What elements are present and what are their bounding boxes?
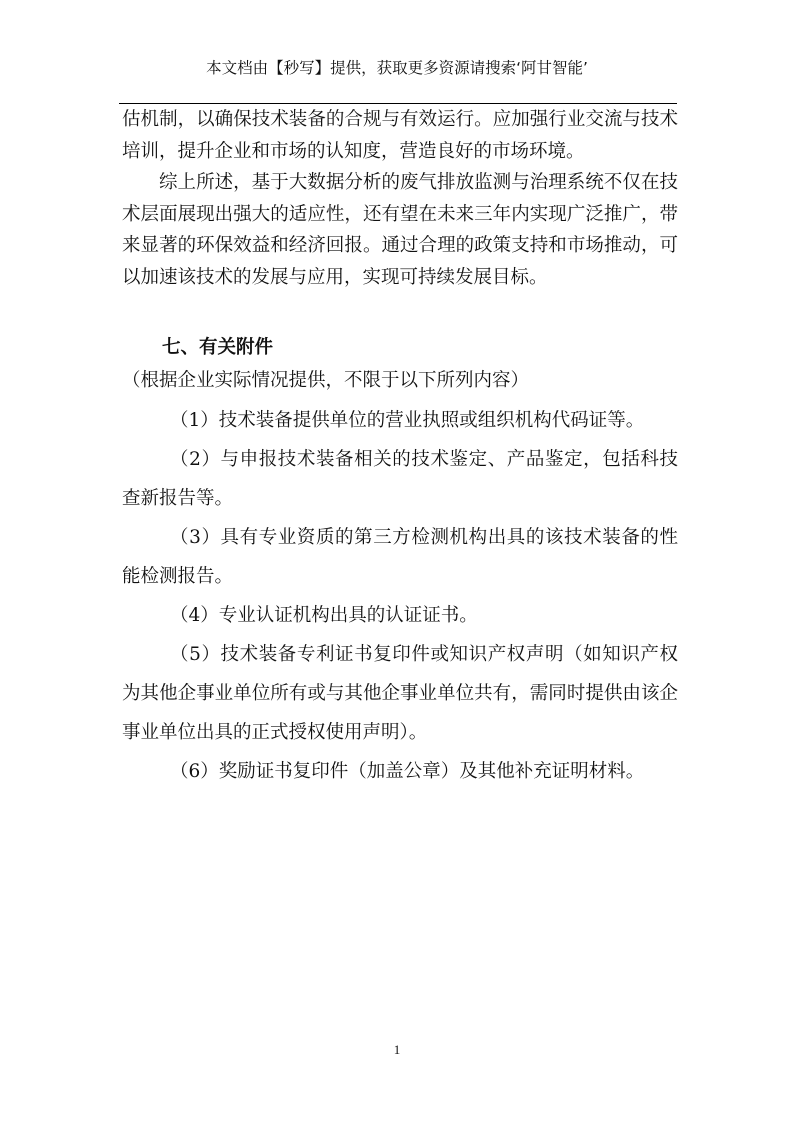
body-paragraph-summary: 综上所述，基于大数据分析的废气排放监测与治理系统不仅在技术层面展现出强大的适应性，还有望在未来三年内实现广泛推广，带来显著的环保效益和经济回报。通过合理的政策支持和市场推动，可以加速该技术的发展与应用，实现可持续发展目标。	[122, 172, 678, 288]
section-heading	[122, 331, 678, 397]
attachment-item-2: （2）与申报技术装备相关的技术鉴定、产品鉴定，包括科技查新报告等。	[122, 449, 678, 509]
section-heading-note: （根据企业实际情况提供，不限于以下所列内容）	[122, 370, 530, 391]
section-heading-title: 七、有关附件	[162, 337, 274, 358]
attachment-item-3: （3）具有专业资质的第三方检测机构出具的该技术装备的性能检测报告。	[122, 527, 678, 587]
page-header: 本文档由【秒写】提供，获取更多资源请搜索‘阿甘智能’	[206, 59, 588, 77]
attachment-item-6: （6）奖励证书复印件（加盖公章）及其他补充证明材料。	[170, 761, 645, 782]
document-body	[122, 104, 678, 791]
body-paragraph-continued: 估机制，以确保技术装备的合规与有效运行。应加强行业交流与技术培训，提升企业和市场的认知度，营造良好的市场环境。	[122, 109, 678, 162]
section-spacer	[122, 293, 678, 331]
attachment-list	[122, 401, 678, 791]
page-number: 1	[393, 1042, 401, 1057]
attachment-item-1: （1）技术装备提供单位的营业执照或组织机构代码证等。	[170, 410, 645, 431]
attachment-item-4: （4）专业认证机构出具的认证证书。	[170, 605, 478, 626]
attachment-item-5: （5）技术装备专利证书复印件或知识产权声明（如知识产权为其他企事业单位所有或与其他企事业单位共有，需同时提供由该企事业单位出具的正式授权使用声明）。	[122, 644, 678, 743]
